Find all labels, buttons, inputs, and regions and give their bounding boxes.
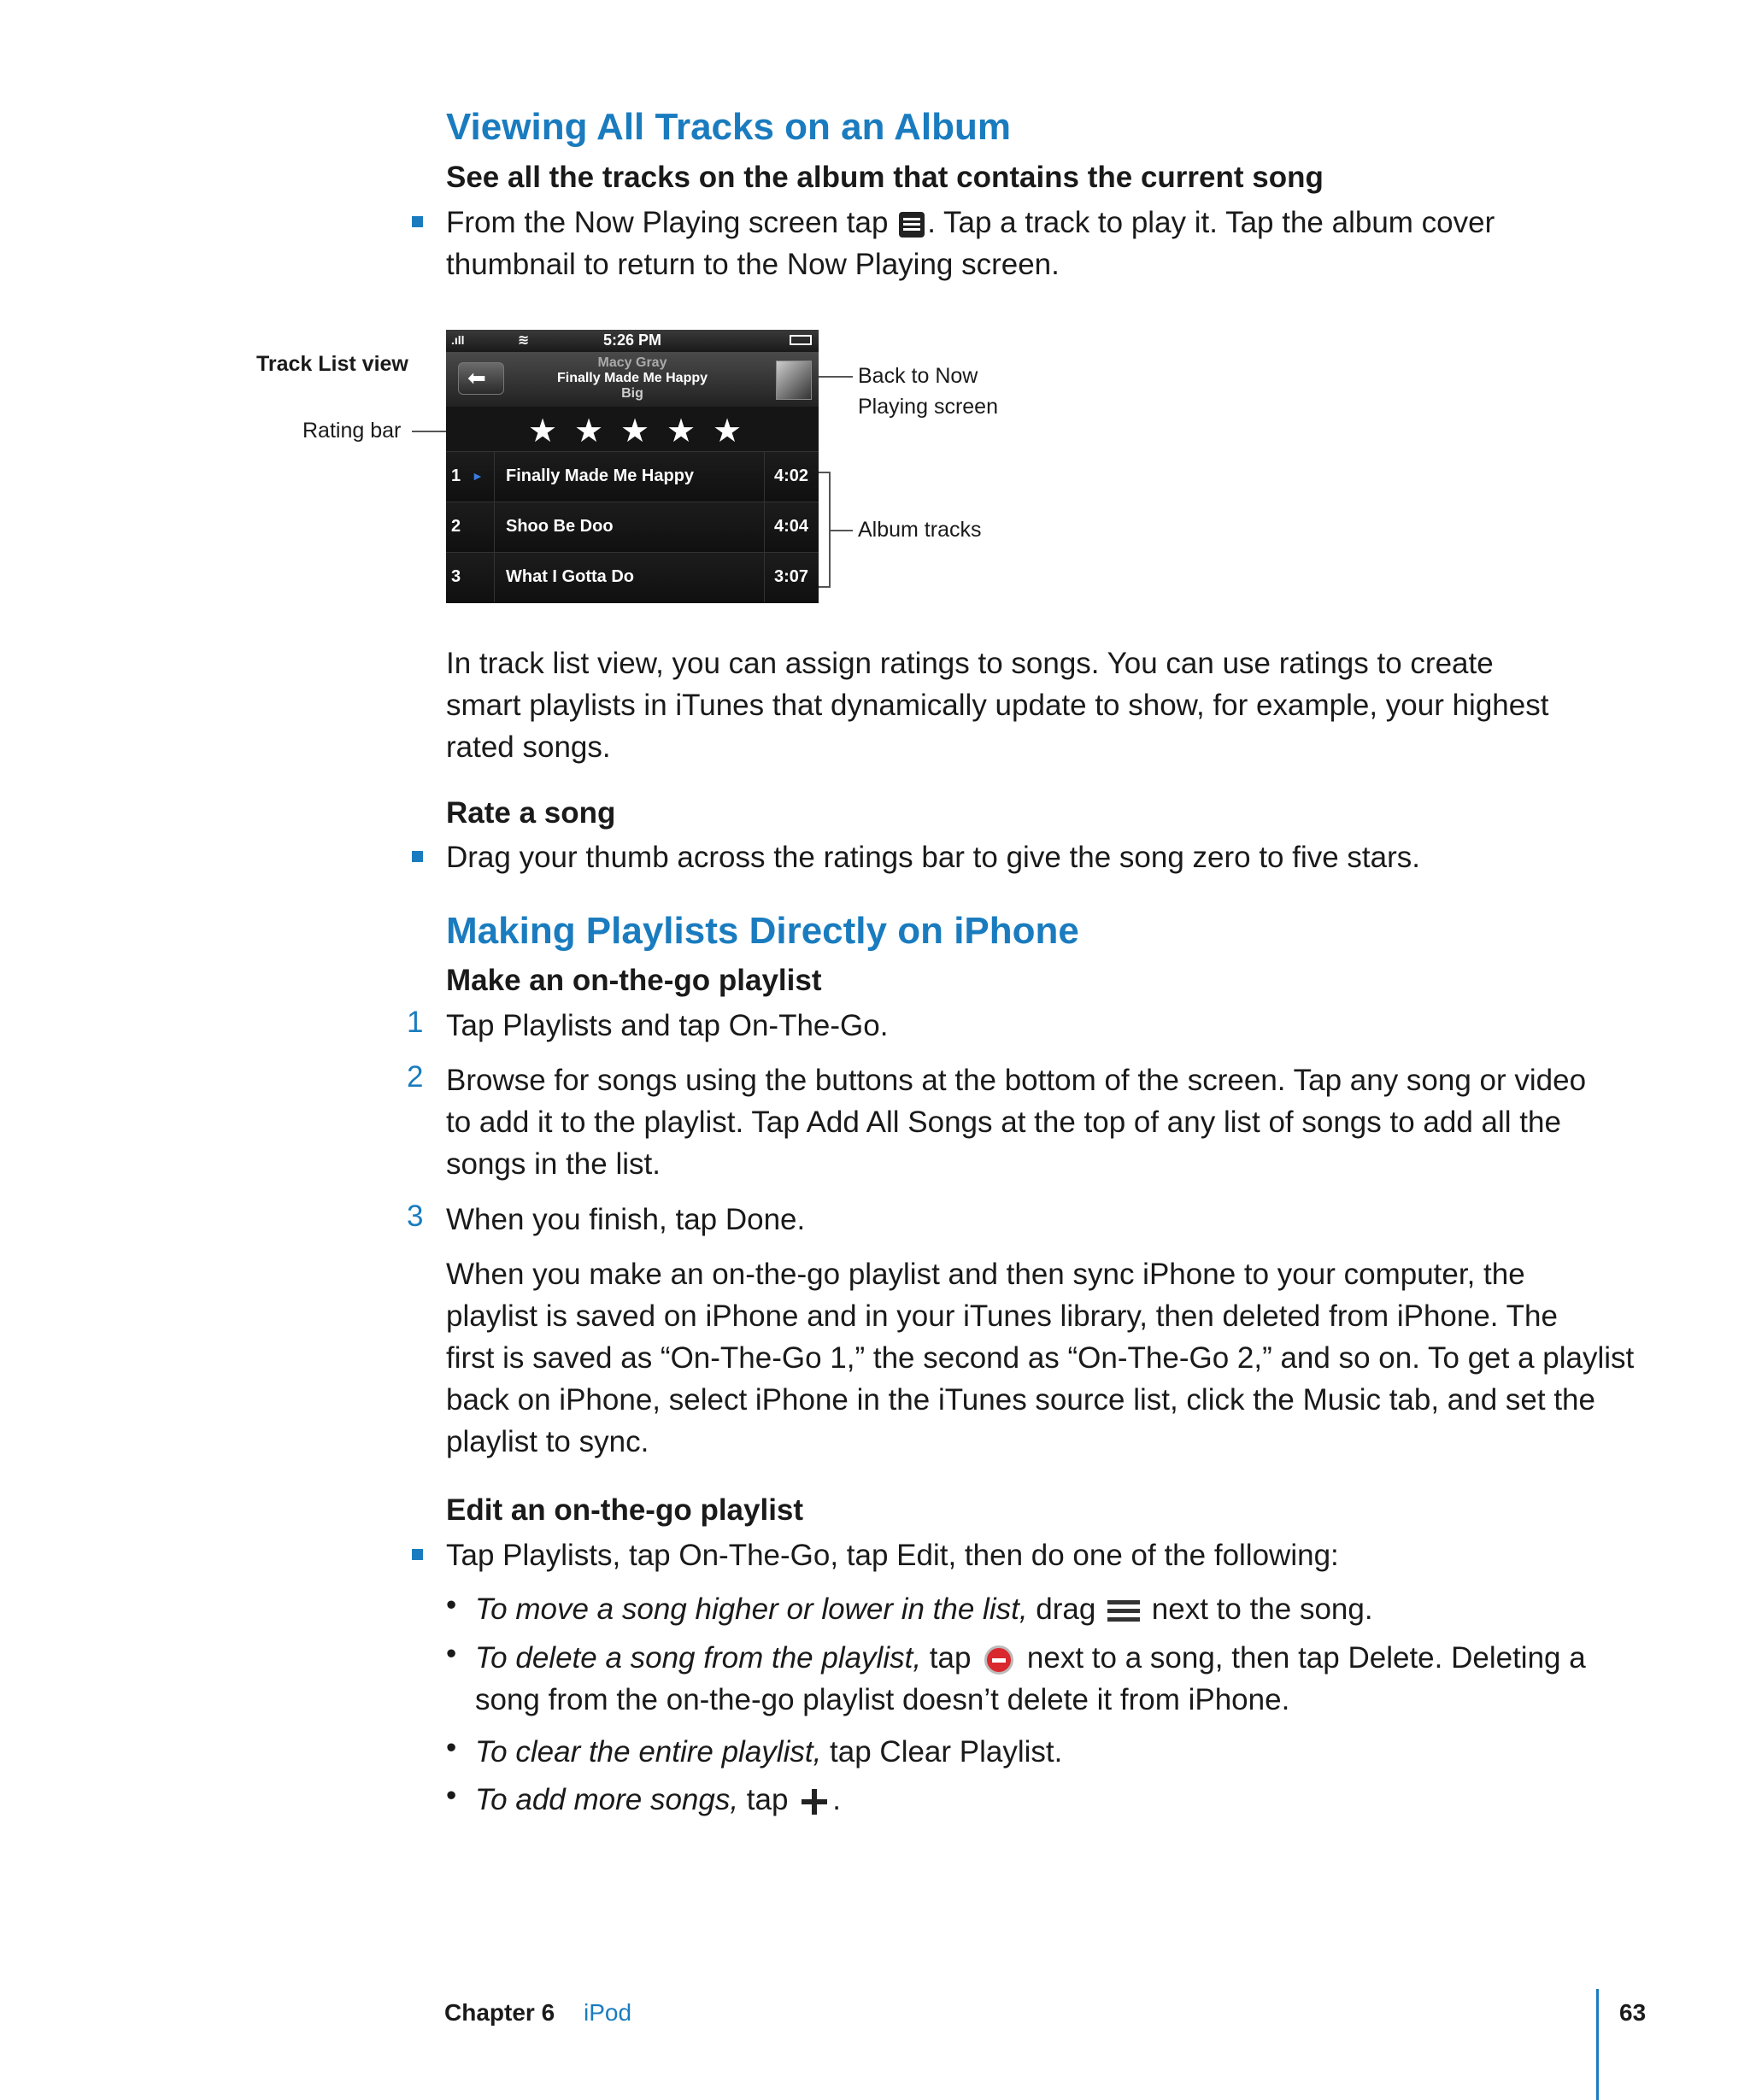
status-time: 5:26 PM <box>602 331 662 349</box>
para-line: smart playlists in iTunes that dynamically update to show, for example, your highest <box>446 689 1549 722</box>
track-title: What I Gotta Do <box>506 567 634 586</box>
sub-bullet-ital: To delete a song from the playlist, <box>475 1641 922 1675</box>
track-row[interactable] <box>446 502 819 552</box>
step-number: 1 <box>407 1006 424 1039</box>
bullet-text-post: . Tap a track to play it. Tap the album cover <box>927 206 1495 239</box>
album-cover-thumbnail[interactable] <box>776 361 812 400</box>
task-bullet-rate-song: Drag your thumb across the ratings bar to give the song zero to five stars. <box>446 841 1420 874</box>
section-title-viewing-tracks: Viewing All Tracks on an Album <box>446 106 1011 148</box>
nav-bar <box>446 352 819 407</box>
sub-bullet-delete-song <box>475 1637 1654 1721</box>
footer-divider <box>1596 1989 1599 2100</box>
bullet-text-line2: thumbnail to return to the Now Playing screen. <box>446 248 1060 281</box>
track-title: Shoo Be Doo <box>506 517 614 536</box>
rating-star[interactable]: ★ <box>528 414 558 449</box>
section-title-making-playlists: Making Playlists Directly on iPhone <box>446 910 1079 952</box>
sub-bullet-move-song <box>475 1588 1654 1630</box>
sub-bullet-dot: • <box>446 1637 457 1670</box>
step-number: 3 <box>407 1200 424 1233</box>
track-number: 1 <box>451 466 461 485</box>
sub-bullet-post: next to a song, then tap Delete. Deleting a <box>1019 1641 1586 1675</box>
add-plus-icon <box>802 1789 827 1815</box>
task-bullet-see-tracks <box>446 202 1642 285</box>
step-text <box>446 1059 1659 1185</box>
nav-artist: Macy Gray <box>597 355 667 370</box>
signal-icon: .ıll <box>451 333 465 347</box>
note-line: playlist to sync. <box>446 1425 649 1458</box>
task-bullet-edit-playlist: Tap Playlists, tap On-The-Go, tap Edit, then do one of the following: <box>446 1539 1339 1572</box>
track-list-icon <box>899 212 925 238</box>
sub-bullet-add-songs <box>475 1779 1654 1821</box>
sub-bullet-post: next to the song. <box>1143 1593 1373 1626</box>
track-duration: 4:04 <box>774 517 809 536</box>
footer-chapter: Chapter 6 <box>444 1999 555 2026</box>
sub-bullet-post: . <box>832 1783 841 1816</box>
back-label-line2: Playing screen <box>858 395 998 419</box>
task-heading-edit-playlist: Edit an on-the-go playlist <box>446 1493 804 1527</box>
leader-line-back <box>819 376 853 378</box>
track-duration: 3:07 <box>774 567 809 586</box>
para-line: rated songs. <box>446 730 611 764</box>
bullet-square <box>412 851 423 862</box>
sub-bullet-dot: • <box>446 1588 457 1622</box>
back-arrow-icon: ⬅ <box>467 365 486 390</box>
track-number: 2 <box>451 517 461 536</box>
step-number: 2 <box>407 1060 424 1094</box>
step-line: to add it to the playlist. Tap Add All Songs at the top of any list of songs to add all the <box>446 1106 1561 1139</box>
figure-label-rating-bar: Rating bar <box>302 419 402 443</box>
note-line: back on iPhone, select iPhone in the iTunes source list, click the Music tab, and set the <box>446 1383 1595 1417</box>
track-row[interactable] <box>446 552 819 602</box>
bullet-text-pre: From the Now Playing screen tap <box>446 206 889 239</box>
sub-bullet-line2: song from the on-the-go playlist doesn’t delete it from iPhone. <box>475 1683 1290 1716</box>
phone-screenshot <box>446 330 819 603</box>
rating-star[interactable]: ★ <box>667 414 696 449</box>
sub-bullet-pre: tap <box>921 1641 972 1675</box>
note-line: playlist is saved on iPhone and in your iTunes library, then deleted from iPhone. The <box>446 1299 1558 1333</box>
task-heading-see-tracks: See all the tracks on the album that contains the current song <box>446 161 1324 194</box>
sub-bullet-dot: • <box>446 1731 457 1764</box>
track-title: Finally Made Me Happy <box>506 466 695 485</box>
nav-song: Finally Made Me Happy <box>556 371 708 385</box>
paragraph-track-list-ratings <box>446 642 1642 768</box>
sub-bullet-ital: To clear the entire playlist, <box>475 1735 822 1769</box>
sub-bullet-clear-playlist <box>475 1731 1654 1773</box>
track-duration: 4:02 <box>774 466 809 485</box>
task-heading-rate-song: Rate a song <box>446 796 616 830</box>
step-line: songs in the list. <box>446 1147 661 1181</box>
battery-icon <box>790 335 812 345</box>
back-label-line1: Back to Now <box>858 364 978 388</box>
rating-star[interactable]: ★ <box>620 414 650 449</box>
sub-bullet-ital: To move a song higher or lower in the list, <box>475 1593 1028 1626</box>
sub-bullet-pre: tap <box>738 1783 789 1816</box>
bullet-square <box>412 216 423 227</box>
sub-bullet-post: tap Clear Playlist. <box>821 1735 1063 1769</box>
reorder-grip-icon <box>1107 1598 1140 1624</box>
step-line: Browse for songs using the buttons at the bottom of the screen. Tap any song or video <box>446 1064 1587 1097</box>
rating-bar[interactable] <box>446 407 819 451</box>
paragraph-sync-note <box>446 1253 1659 1463</box>
now-playing-icon: ► <box>472 469 484 483</box>
figure-label-back <box>858 361 998 422</box>
track-number: 3 <box>451 567 461 586</box>
rating-star[interactable]: ★ <box>713 414 743 449</box>
footer-section: iPod <box>584 1999 632 2026</box>
sub-bullet-ital: To add more songs, <box>475 1783 739 1816</box>
bullet-square <box>412 1549 423 1560</box>
leader-line-album <box>831 530 853 531</box>
figure-label-track-list-view: Track List view <box>256 352 408 376</box>
rating-star[interactable]: ★ <box>574 414 604 449</box>
step-text: When you finish, tap Done. <box>446 1203 806 1236</box>
footer-page-number: 63 <box>1619 1999 1647 2026</box>
sub-bullet-pre: drag <box>1027 1593 1096 1626</box>
note-line: first is saved as “On-The-Go 1,” the second as “On-The-Go 2,” and so on. To get a playlist <box>446 1341 1635 1375</box>
wifi-icon: ≋ <box>518 333 530 348</box>
note-line: When you make an on-the-go playlist and then sync iPhone to your computer, the <box>446 1258 1525 1291</box>
sub-bullet-dot: • <box>446 1779 457 1812</box>
track-row[interactable] <box>446 451 819 502</box>
delete-minus-icon <box>984 1645 1013 1675</box>
figure-label-album-tracks: Album tracks <box>858 518 982 542</box>
nav-album: Big <box>621 386 643 401</box>
bracket-album-tracks <box>819 472 831 588</box>
task-heading-make-playlist: Make an on-the-go playlist <box>446 964 822 997</box>
status-bar <box>446 330 819 352</box>
step-text: Tap Playlists and tap On-The-Go. <box>446 1009 889 1042</box>
para-line: In track list view, you can assign ratings to songs. You can use ratings to create <box>446 647 1494 680</box>
